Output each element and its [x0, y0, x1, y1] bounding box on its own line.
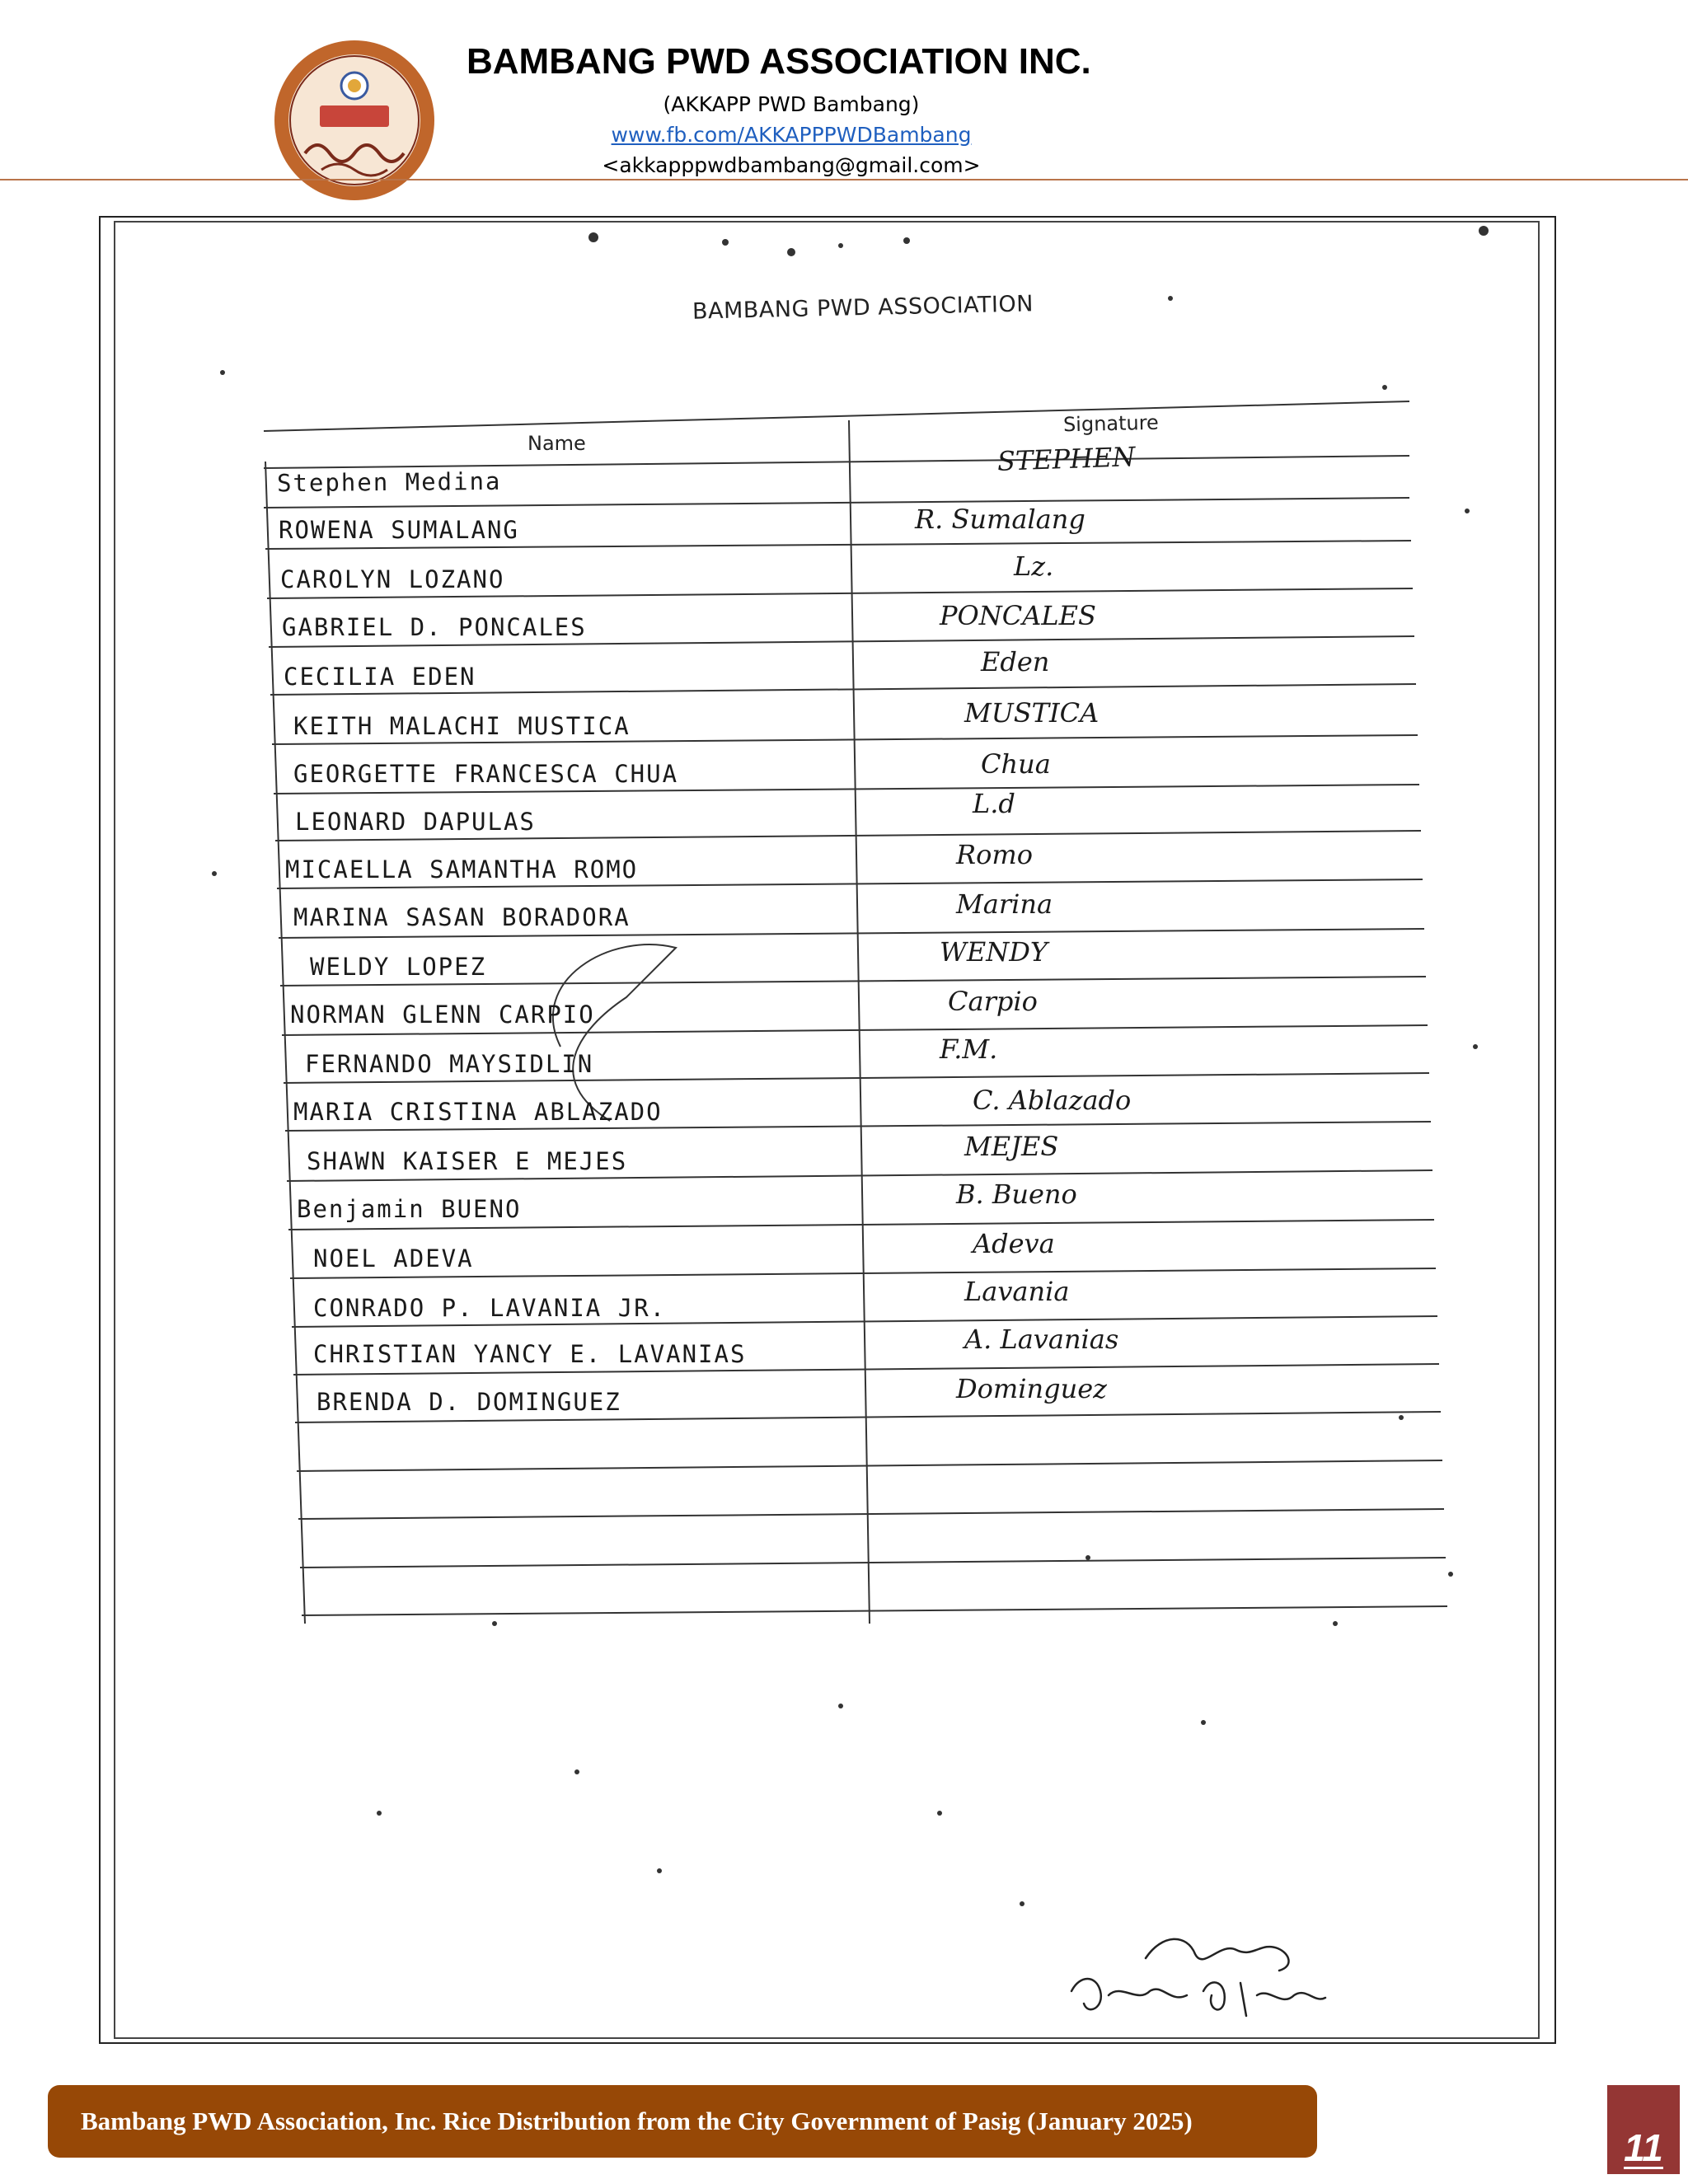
attendee-signature-13: F.M. [940, 1033, 998, 1065]
attendee-name-11: WELDY LOPEZ [310, 953, 487, 981]
attendee-name-6: KEITH MALACHI MUSTICA [293, 712, 631, 740]
attendee-signature-3: Lz. [1014, 551, 1054, 582]
attendee-name-3: CAROLYN LOZANO [280, 565, 505, 593]
attendee-signature-17: Adeva [973, 1228, 1055, 1259]
attendee-signature-20: Dominguez [956, 1373, 1107, 1404]
attendee-name-9: MICAELLA SAMANTHA ROMO [285, 855, 639, 883]
attendee-signature-5: Eden [981, 646, 1050, 677]
attendee-name-5: CECILIA EDEN [284, 663, 476, 691]
attendee-name-17: NOEL ADEVA [313, 1244, 474, 1272]
attendee-signature-11: WENDY [940, 936, 1048, 968]
page-number-badge [1607, 2085, 1680, 2174]
scanned-sheet-frame [99, 216, 1556, 2044]
attendee-name-14: MARIA CRISTINA ABLAZADO [293, 1098, 663, 1126]
attendee-signature-9: Romo [956, 839, 1033, 870]
attendee-signature-1: STEPHEN [996, 441, 1137, 477]
attendee-name-1: Stephen Medina [276, 466, 502, 498]
attendee-signature-15: MEJES [964, 1131, 1059, 1162]
attendee-name-12: NORMAN GLENN CARPIO [290, 1001, 595, 1029]
footer-banner: Bambang PWD Association, Inc. Rice Distribution from the City Government of Pasig (January 2025) [48, 2085, 1317, 2158]
attendee-name-19: CHRISTIAN YANCY E. LAVANIAS [313, 1340, 747, 1368]
attendee-signature-18: Lavania [964, 1276, 1070, 1307]
seal-icon [272, 38, 437, 203]
attendee-name-7: GEORGETTE FRANCESCA CHUA [293, 760, 679, 788]
page-number: 11 [1624, 2126, 1663, 2169]
attendee-name-4: GABRIEL D. PONCALES [282, 613, 587, 641]
attendee-name-20: BRENDA D. DOMINGUEZ [316, 1388, 621, 1416]
attendee-name-10: MARINA SASAN BORADORA [293, 903, 631, 931]
sheet-heading: BAMBANG PWD ASSOCIATION [692, 291, 1034, 325]
witness-signature [1063, 1925, 1335, 2024]
association-logo [272, 38, 437, 203]
scanned-sheet [114, 221, 1540, 2039]
attendee-signature-19: A. Lavanias [964, 1324, 1119, 1355]
attendee-signature-16: B. Bueno [956, 1179, 1077, 1210]
organization-subtitle: (AKKAPP PWD Bambang) [663, 92, 920, 116]
facebook-link[interactable]: www.fb.com/AKKAPPPWDBambang [611, 123, 972, 147]
attendee-name-18: CONRADO P. LAVANIA JR. [313, 1294, 667, 1322]
attendee-name-15: SHAWN KAISER E MEJES [307, 1147, 628, 1175]
attendee-name-8: LEONARD DAPULAS [295, 808, 536, 836]
attendee-name-13: FERNANDO MAYSIDLIN [305, 1050, 594, 1078]
attendee-signature-4: PONCALES [940, 600, 1096, 631]
attendee-signature-10: Marina [956, 888, 1053, 920]
attendee-signature-2: R. Sumalang [915, 504, 1085, 535]
attendee-name-16: Benjamin BUENO [297, 1195, 522, 1223]
attendee-signature-12: Carpio [948, 986, 1038, 1017]
attendee-name-2: ROWENA SUMALANG [279, 516, 519, 544]
attendee-signature-14: C. Ablazado [973, 1085, 1132, 1116]
signature-column-header: Signature [1062, 410, 1160, 437]
contact-email: <akkapppwdbambang@gmail.com> [602, 153, 981, 177]
header-divider [0, 179, 1688, 180]
attendee-signature-6: MUSTICA [964, 697, 1100, 729]
organization-title: BAMBANG PWD ASSOCIATION INC. [467, 41, 1091, 82]
attendee-signature-7: Chua [981, 748, 1051, 780]
name-column-header: Name [528, 432, 586, 455]
attendee-signature-8: L.d [973, 788, 1015, 819]
